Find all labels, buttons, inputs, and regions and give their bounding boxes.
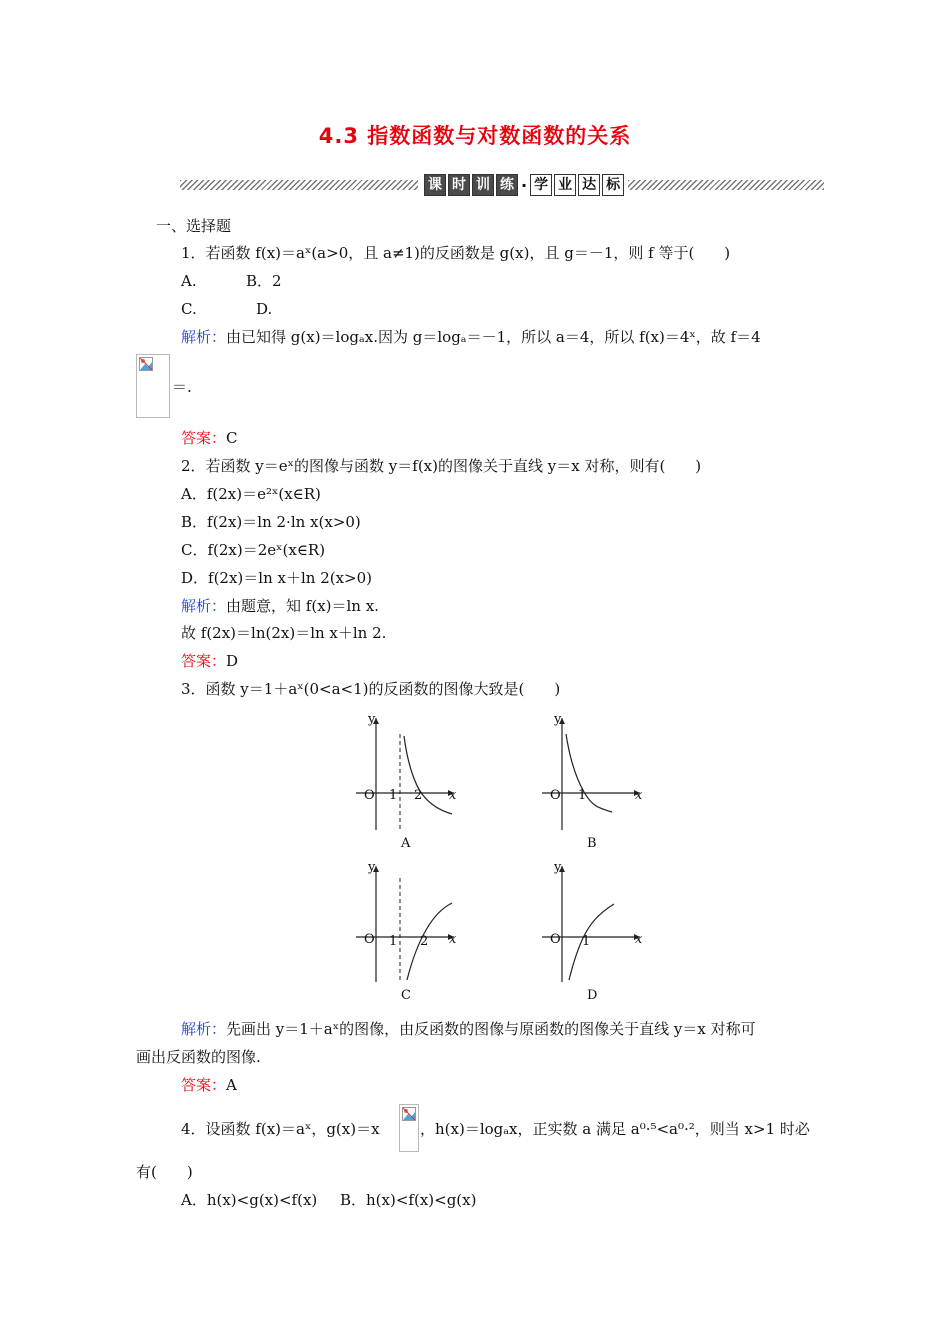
graph-c-plot <box>350 860 465 985</box>
graph-letter: C <box>401 988 411 1003</box>
q3-stem: 3．函数 y＝1＋aˣ(0<a<1)的反函数的图像大致是( ) <box>181 680 561 698</box>
x-axis-label: x <box>635 788 643 803</box>
q1-analysis-tail: ＝. <box>172 378 192 396</box>
banner-char: 达 <box>578 174 600 196</box>
banner-char: 业 <box>554 174 576 196</box>
answer-value: D <box>226 652 239 670</box>
analysis-text: 先画出 y＝1＋aˣ的图像，由反函数的图像与原函数的图像关于直线 y＝x 对称可 <box>226 1020 756 1038</box>
y-axis-label: y <box>368 860 376 875</box>
q1-option-b: B．2 <box>246 272 282 290</box>
q2-stem: 2．若函数 y＝eˣ的图像与函数 y＝f(x)的图像关于直线 y＝x 对称，则有( ) <box>181 457 702 475</box>
q2-option-a: A．f(2x)＝e²ˣ(x∈R) <box>181 485 321 503</box>
tick-label: 1 <box>389 934 398 949</box>
analysis-label: 解析： <box>181 1020 227 1038</box>
graph-letter: B <box>587 836 597 851</box>
q2-option-b: B．f(2x)＝ln 2·ln x(x>0) <box>181 513 361 531</box>
tick-label: 2 <box>420 934 429 949</box>
banner <box>424 174 626 196</box>
origin-label: O <box>550 932 561 947</box>
banner-char: 训 <box>472 174 494 196</box>
tick-label: 1 <box>582 934 591 949</box>
banner-char: 学 <box>530 174 552 196</box>
graph-letter: A <box>401 836 411 851</box>
tick-label: 2 <box>414 788 423 803</box>
x-axis-label: x <box>449 932 457 947</box>
q3-analysis <box>181 1019 756 1039</box>
q2-option-c: C．f(2x)＝2eˣ(x∈R) <box>181 541 326 559</box>
graph-d-plot <box>536 860 651 985</box>
banner-hatch-left <box>180 180 418 190</box>
banner-hatch-right <box>628 180 824 190</box>
tick-label: 1 <box>578 788 587 803</box>
graph-letter: D <box>587 988 598 1003</box>
x-axis-label: x <box>635 932 643 947</box>
analysis-text: 由已知得 g(x)＝logₐx.因为 g＝logₐ＝－1，所以 a＝4，所以 f(x)＝4ˣ，故 f＝4 <box>226 328 761 346</box>
q4-option-b: B．h(x)<f(x)<g(x) <box>340 1191 477 1209</box>
banner-char: 时 <box>448 174 470 196</box>
q2-answer <box>181 651 238 671</box>
q1-stem: 1．若函数 f(x)＝aˣ(a>0，且 a≠1)的反函数是 g(x)，且 g＝－1，则 f 等于( ) <box>181 244 731 262</box>
graph-a <box>350 712 465 857</box>
analysis-text: 由题意，知 f(x)＝ln x. <box>226 597 379 615</box>
q3-answer <box>181 1075 237 1095</box>
answer-value: C <box>226 429 238 447</box>
banner-sep: · <box>521 175 528 195</box>
q1-option-c: C. <box>181 300 197 318</box>
origin-label: O <box>364 788 375 803</box>
q2-analysis <box>181 596 379 616</box>
q4-stem-part2: ，h(x)＝logₐx，正实数 a 满足 a⁰·⁵<a⁰·²，则当 x>1 时必 <box>420 1120 810 1138</box>
q1-option-a: A. <box>181 272 197 290</box>
graph-a-plot <box>350 712 465 832</box>
q3-analysis-line2: 画出反函数的图像. <box>136 1048 261 1066</box>
answer-label: 答案： <box>181 429 227 447</box>
answer-value: A <box>226 1076 237 1094</box>
analysis-label: 解析： <box>181 328 227 346</box>
y-axis-label: y <box>368 712 376 727</box>
y-axis-label: y <box>554 860 562 875</box>
q4-stem-part1: 4．设函数 f(x)＝aˣ，g(x)＝x <box>181 1120 380 1138</box>
banner-char: 课 <box>424 174 446 196</box>
q2-analysis-line2: 故 f(2x)＝ln(2x)＝ln x＋ln 2. <box>181 624 387 642</box>
section-heading: 一、选择题 <box>156 217 232 235</box>
q4-option-a: A．h(x)<g(x)<f(x) <box>181 1191 318 1209</box>
graph-b <box>536 712 651 857</box>
y-axis-label: y <box>554 712 562 727</box>
banner-char: 标 <box>602 174 624 196</box>
q1-answer <box>181 428 238 448</box>
origin-label: O <box>550 788 561 803</box>
graph-b-plot <box>536 712 651 832</box>
q4-stem-line2: 有( ) <box>136 1163 193 1181</box>
q1-option-d: D. <box>256 300 273 318</box>
x-axis-label: x <box>449 788 457 803</box>
graph-c <box>350 860 465 1005</box>
origin-label: O <box>364 932 375 947</box>
banner-char: 练 <box>496 174 518 196</box>
page-title: 4.3 指数函数与对数函数的关系 <box>318 124 632 148</box>
answer-label: 答案： <box>181 652 227 670</box>
broken-image-icon <box>136 354 170 418</box>
q1-analysis <box>181 327 761 347</box>
analysis-label: 解析： <box>181 597 227 615</box>
answer-label: 答案： <box>181 1076 227 1094</box>
graph-d <box>536 860 651 1005</box>
q2-option-d: D．f(2x)＝ln x＋ln 2(x>0) <box>181 569 373 587</box>
broken-image-icon <box>399 1104 419 1152</box>
tick-label: 1 <box>389 788 398 803</box>
